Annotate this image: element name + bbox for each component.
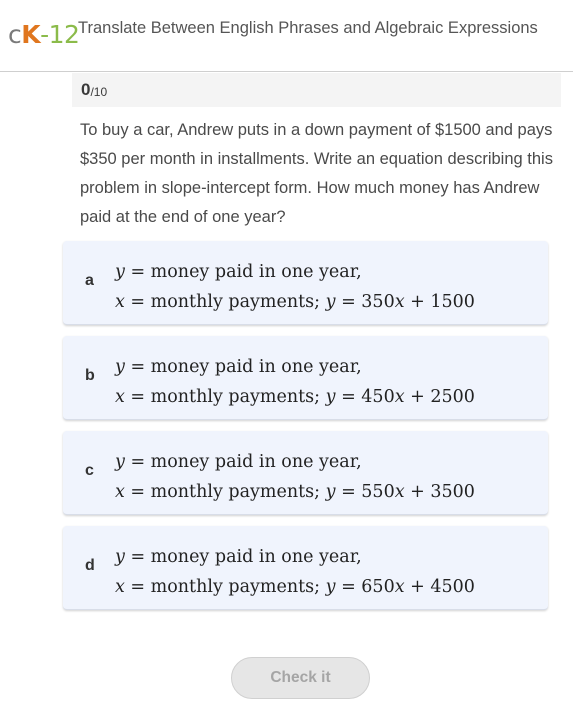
answer-option-d[interactable] bbox=[63, 526, 548, 610]
logo-12: -12 bbox=[40, 19, 80, 49]
check-it-button[interactable]: Check it bbox=[231, 657, 370, 699]
question-text: To buy a car, Andrew puts in a down payment of $1500 and pays $350 per month in installments. Write an equation describing this problem in slope-intercept form. How much money has Andrew paid at the end of one year? bbox=[80, 121, 553, 226]
ck12-logo[interactable] bbox=[8, 18, 79, 50]
answer-option-c[interactable] bbox=[63, 431, 548, 515]
option-line-1: 𝑦 = money paid in one year, bbox=[115, 357, 362, 377]
option-line-2: 𝑥 = monthly payments; 𝑦 = 550𝑥 + 3500 bbox=[115, 482, 475, 502]
option-letter: d bbox=[85, 557, 95, 574]
answer-option-a[interactable] bbox=[63, 241, 548, 325]
option-letter: a bbox=[85, 272, 94, 289]
option-line-2: 𝑥 = monthly payments; 𝑦 = 450𝑥 + 2500 bbox=[115, 387, 475, 407]
option-equation bbox=[115, 352, 475, 412]
option-line-1: 𝑦 = money paid in one year, bbox=[115, 547, 362, 567]
option-line-1: 𝑦 = money paid in one year, bbox=[115, 262, 362, 282]
logo-k: K bbox=[21, 19, 41, 49]
option-equation bbox=[115, 447, 475, 507]
option-line-1: 𝑦 = money paid in one year, bbox=[115, 452, 362, 472]
option-line-2: 𝑥 = monthly payments; 𝑦 = 650𝑥 + 4500 bbox=[115, 577, 475, 597]
logo-c: c bbox=[8, 19, 22, 49]
option-equation bbox=[115, 257, 475, 317]
option-line-2: 𝑥 = monthly payments; 𝑦 = 350𝑥 + 1500 bbox=[115, 292, 475, 312]
option-letter: c bbox=[85, 462, 94, 479]
option-letter: b bbox=[85, 367, 95, 384]
score-bar bbox=[72, 73, 561, 107]
header bbox=[0, 0, 573, 72]
option-equation bbox=[115, 542, 475, 602]
answer-option-b[interactable] bbox=[63, 336, 548, 420]
score-correct: 0 bbox=[81, 80, 91, 99]
page-title: Translate Between English Phrases and Algebraic Expressions bbox=[78, 19, 538, 37]
score-total: /10 bbox=[90, 85, 108, 99]
